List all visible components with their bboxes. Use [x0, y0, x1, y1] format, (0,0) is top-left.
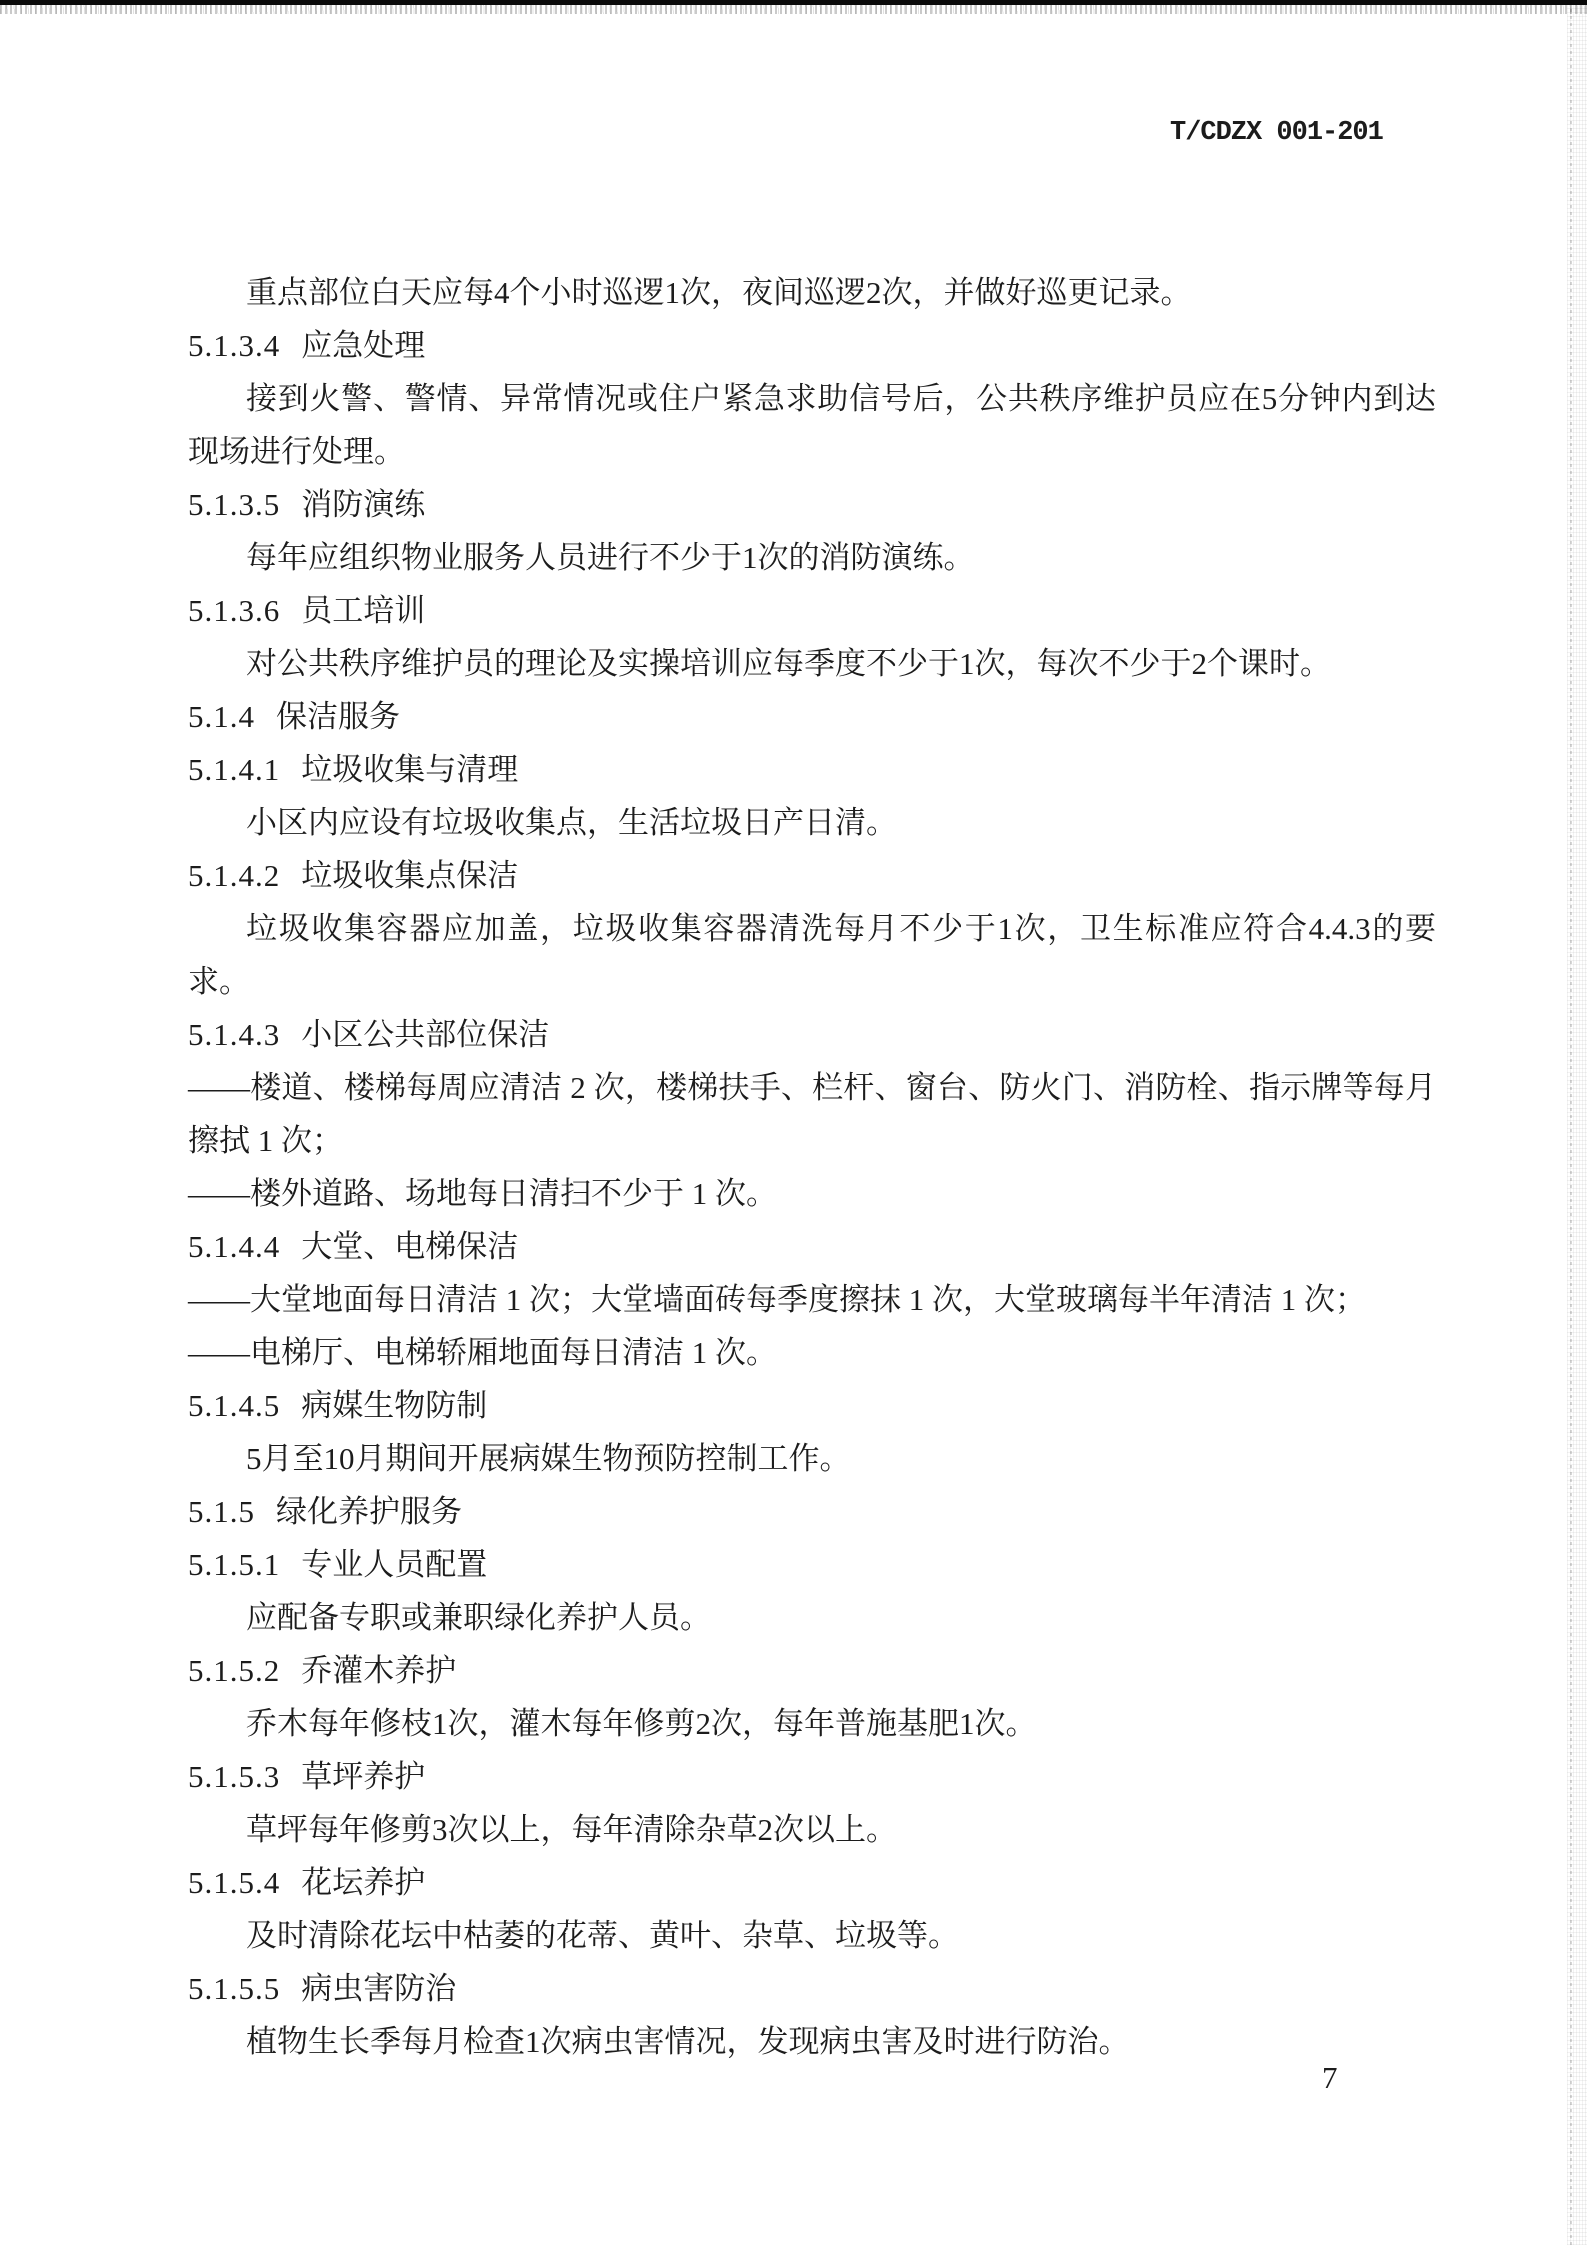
section-title: 小区公共部位保洁	[301, 1017, 550, 1052]
paragraph: 对公共秩序维护员的理论及实操培训应每季度不少于1次，每次不少于2个课时。	[246, 646, 1331, 681]
section-number: 5.1.5.5	[188, 1971, 281, 2006]
page-number: 7	[1322, 2060, 1338, 2095]
section-number: 5.1.3.4	[188, 328, 281, 363]
dash-list-item: ——楼外道路、场地每日清扫不少于 1 次。	[188, 1176, 777, 1211]
paragraph: 应配备专职或兼职绿化养护人员。	[246, 1600, 711, 1635]
section-heading	[188, 849, 1436, 902]
section-title: 绿化养护服务	[276, 1494, 462, 1529]
section-number: 5.1.3.5	[188, 487, 281, 522]
section-heading	[188, 1856, 1436, 1909]
section-number: 5.1.3.6	[188, 593, 281, 628]
section-heading	[188, 743, 1436, 796]
section-title: 草坪养护	[301, 1759, 426, 1794]
paragraph: 接到火警、警情、异常情况或住户紧急求助信号后，公共秩序维护员应在5分钟内到达现场进行处理。	[188, 381, 1436, 469]
section-title: 保洁服务	[276, 699, 400, 734]
paragraph: 乔木每年修枝1次，灌木每年修剪2次，每年普施基肥1次。	[246, 1706, 1037, 1741]
section-heading	[188, 1379, 1436, 1432]
paragraph: 5月至10月期间开展病媒生物预防控制工作。	[246, 1441, 851, 1476]
section-heading	[188, 584, 1436, 637]
section-title: 员工培训	[301, 593, 426, 628]
dash-list-item: ——楼道、楼梯每周应清洁 2 次，楼梯扶手、栏杆、窗台、防火门、消防栓、指示牌等每月擦拭 1 次；	[188, 1070, 1436, 1158]
section-number: 5.1.5.2	[188, 1653, 281, 1688]
section-number: 5.1.5.3	[188, 1759, 281, 1794]
section-number: 5.1.4.1	[188, 752, 281, 787]
section-heading	[188, 1538, 1436, 1591]
section-title: 应急处理	[301, 328, 426, 363]
paragraph: 草坪每年修剪3次以上，每年清除杂草2次以上。	[246, 1812, 897, 1847]
paragraph: 及时清除花坛中枯萎的花蒂、黄叶、杂草、垃圾等。	[246, 1918, 959, 1953]
section-title: 垃圾收集点保洁	[301, 858, 519, 893]
section-heading	[188, 690, 1436, 743]
section-heading	[188, 1962, 1436, 2015]
document-code-header: T/CDZX 001-201	[1170, 118, 1383, 148]
section-heading	[188, 1485, 1436, 1538]
section-number: 5.1.5.1	[188, 1547, 281, 1582]
document-body	[188, 266, 1436, 2068]
section-number: 5.1.5	[188, 1494, 255, 1529]
dash-list-item: ——电梯厅、电梯轿厢地面每日清洁 1 次。	[188, 1335, 777, 1370]
dash-list-item: ——大堂地面每日清洁 1 次；大堂墙面砖每季度擦抹 1 次，大堂玻璃每半年清洁 1 次；	[188, 1282, 1366, 1317]
section-heading	[188, 1644, 1436, 1697]
section-title: 消防演练	[301, 487, 426, 522]
section-number: 5.1.4.3	[188, 1017, 281, 1052]
section-number: 5.1.4.4	[188, 1229, 281, 1264]
paragraph: 植物生长季每月检查1次病虫害情况，发现病虫害及时进行防治。	[246, 2024, 1130, 2059]
section-title: 乔灌木养护	[301, 1653, 457, 1688]
paragraph: 小区内应设有垃圾收集点，生活垃圾日产日清。	[246, 805, 897, 840]
section-heading	[188, 1220, 1436, 1273]
section-number: 5.1.5.4	[188, 1865, 281, 1900]
section-title: 专业人员配置	[301, 1547, 488, 1582]
section-title: 花坛养护	[301, 1865, 426, 1900]
section-heading	[188, 1008, 1436, 1061]
section-title: 垃圾收集与清理	[301, 752, 519, 787]
section-heading	[188, 1750, 1436, 1803]
section-number: 5.1.4.2	[188, 858, 281, 893]
scan-artifact-top-noise	[0, 5, 1587, 14]
section-title: 大堂、电梯保洁	[301, 1229, 519, 1264]
section-number: 5.1.4	[188, 699, 255, 734]
paragraph: 每年应组织物业服务人员进行不少于1次的消防演练。	[246, 540, 975, 575]
scan-artifact-right-line	[1570, 0, 1572, 2245]
section-title: 病虫害防治	[301, 1971, 457, 2006]
section-title: 病媒生物防制	[301, 1388, 488, 1423]
paragraph: 垃圾收集容器应加盖，垃圾收集容器清洗每月不少于1次，卫生标准应符合4.4.3的要求。	[188, 911, 1436, 999]
section-heading	[188, 478, 1436, 531]
paragraph: 重点部位白天应每4个小时巡逻1次，夜间巡逻2次，并做好巡更记录。	[246, 275, 1192, 310]
section-number: 5.1.4.5	[188, 1388, 281, 1423]
section-heading	[188, 319, 1436, 372]
